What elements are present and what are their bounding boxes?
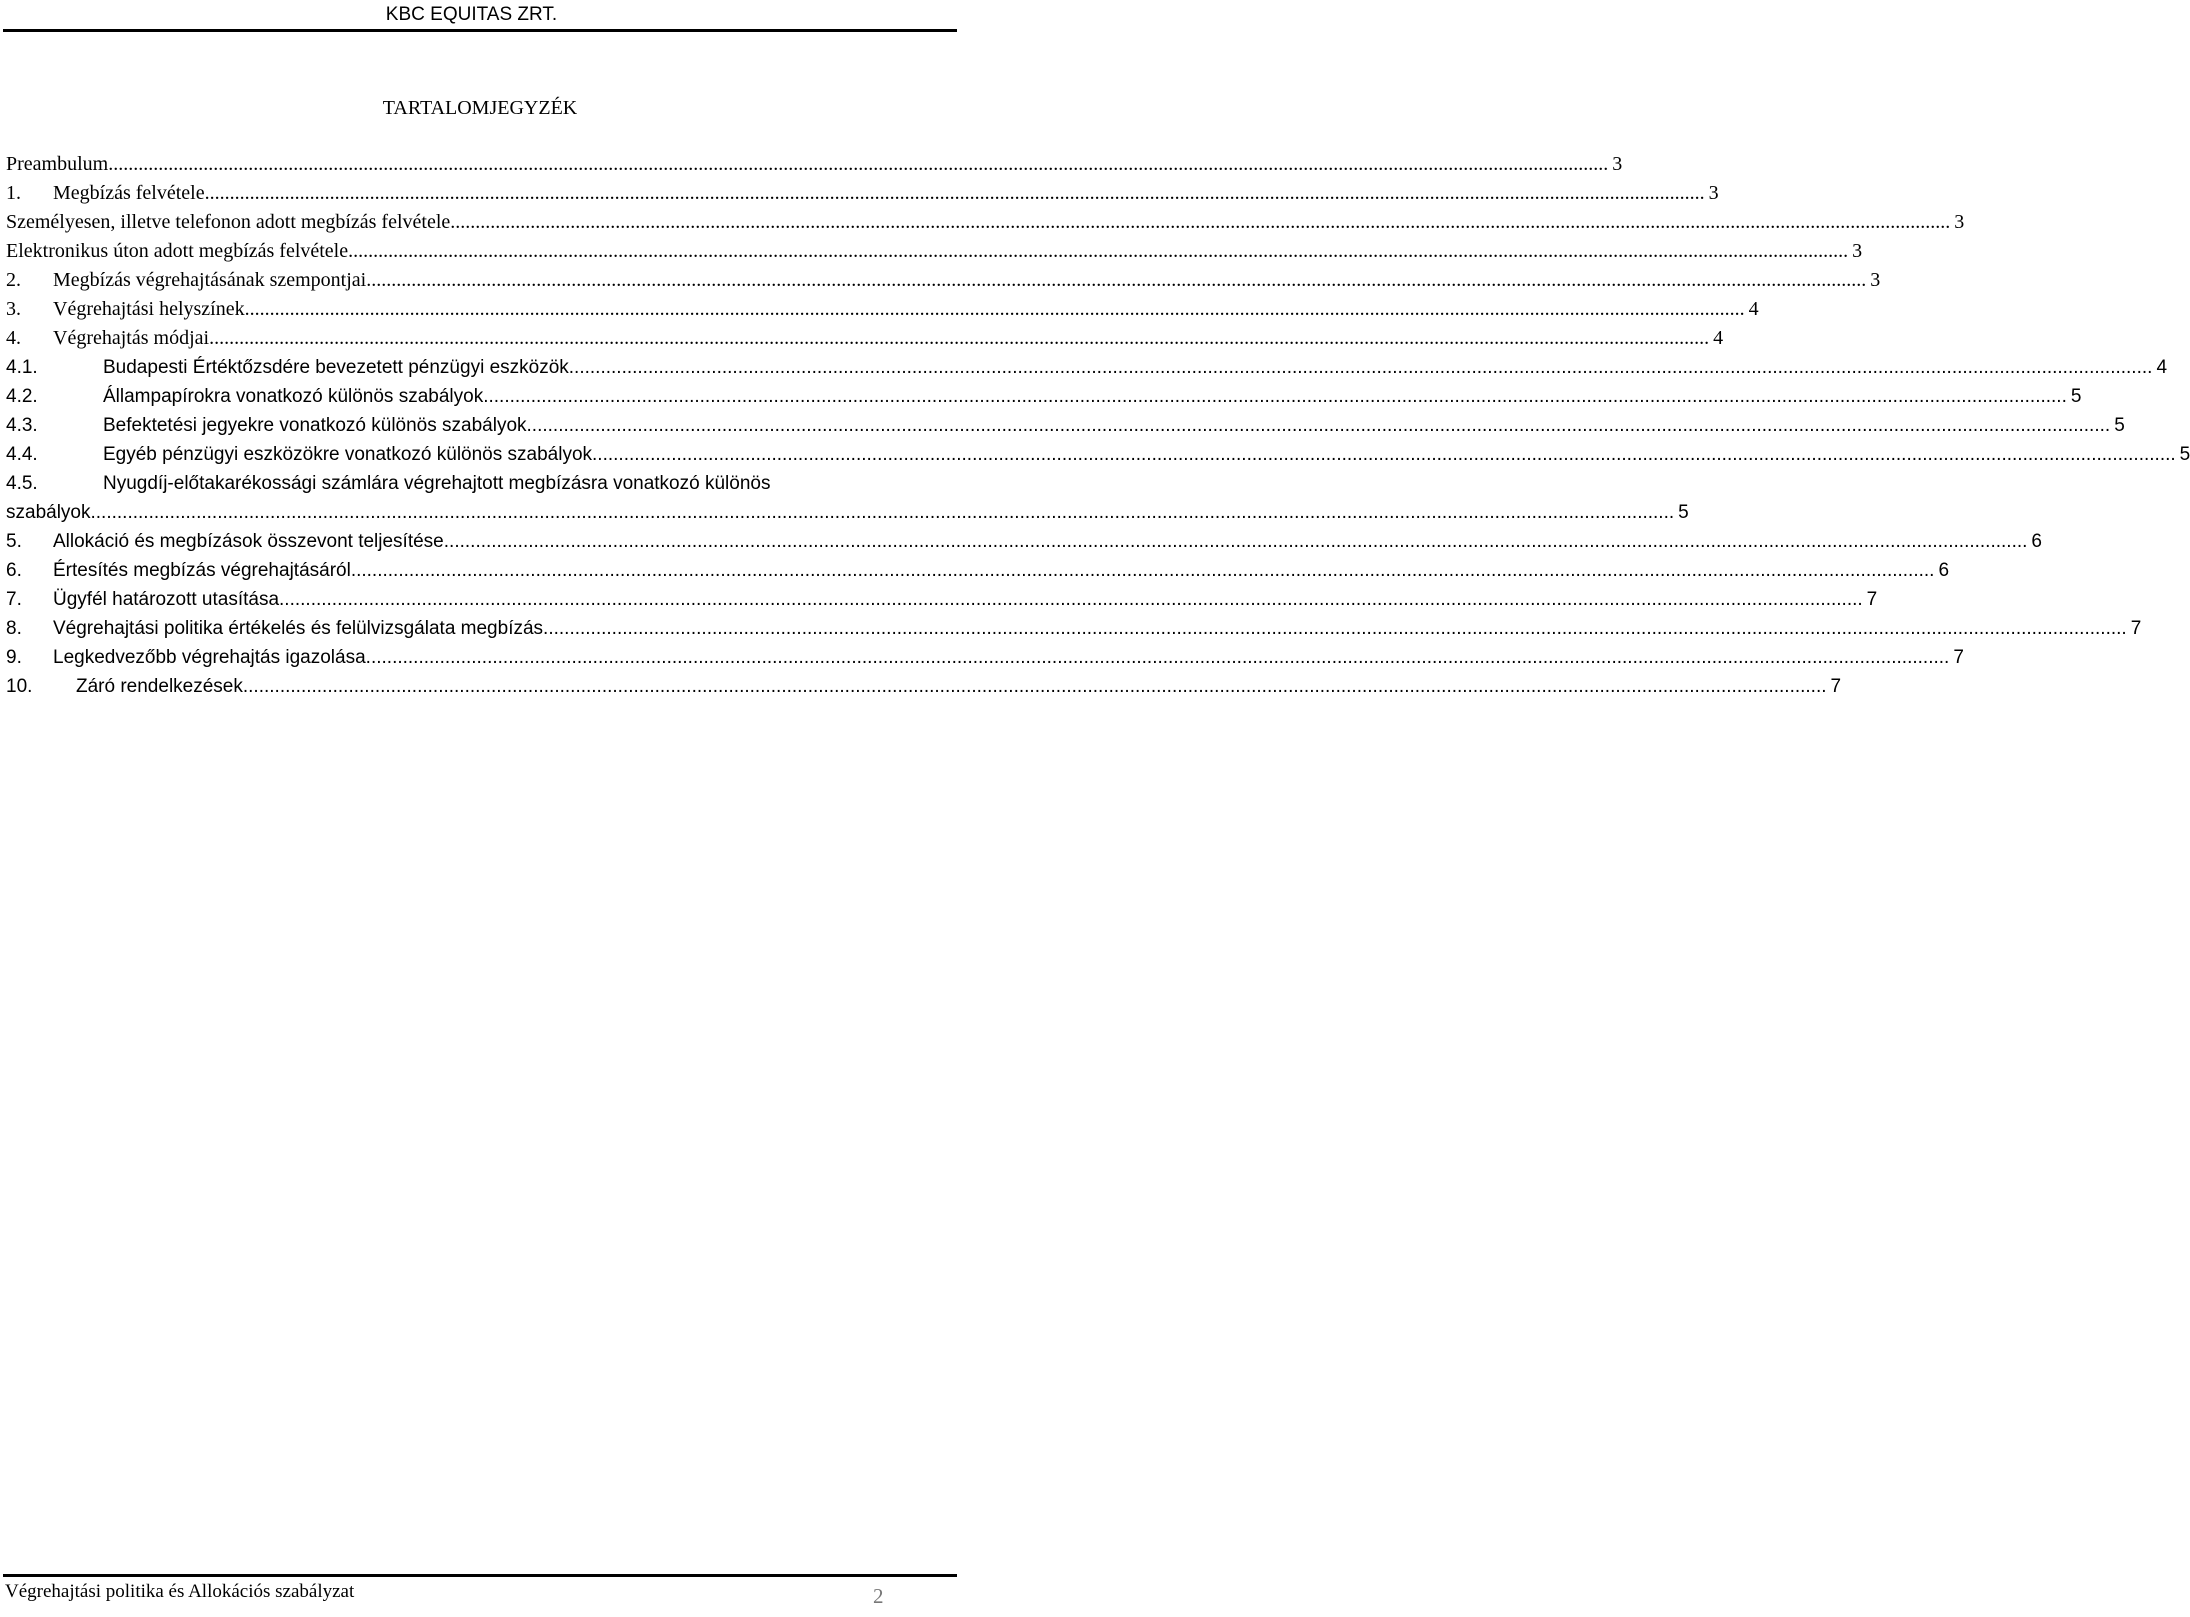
dot-leader: ............................................................................................................................................................................................................................................................................................................ — [443, 531, 2028, 552]
toc-entry-title-continued: szabályok — [6, 502, 91, 523]
toc-entry-page: 4 — [1748, 298, 1759, 320]
toc-entry-preambulum[interactable] — [6, 150, 1623, 179]
dot-leader: ............................................................................................................................................................................................................................................................................................................ — [108, 153, 1609, 175]
toc-entry-title: Állampapírokra vonatkozó különös szabályok — [103, 386, 484, 407]
toc-entry-number: 4.2. — [6, 386, 38, 407]
toc-title: TARTALOMJEGYZÉK — [382, 97, 578, 119]
footer-document-title: Végrehajtási politika és Allokációs szabályzat — [5, 1581, 355, 1602]
dot-leader: ............................................................................................................................................................................................................................................................................................................ — [209, 327, 1710, 349]
toc-entry-page: 3 — [1612, 153, 1623, 175]
toc-entry-1[interactable] — [6, 179, 1719, 208]
dot-leader: ............................................................................................................................................................................................................................................................................................................ — [350, 560, 1935, 581]
toc-entry-title: Budapesti Értéktőzsdére bevezetett pénzügyi eszközök — [103, 357, 569, 378]
toc-entry-title: Megbízás felvétele — [53, 182, 205, 204]
dot-leader: ............................................................................................................................................................................................................................................................................................................ — [483, 386, 2067, 407]
dot-leader: ............................................................................................................................................................................................................................................................................................................ — [244, 298, 1745, 320]
toc-entry-number: 4.3. — [6, 415, 38, 436]
toc-entry-number: 2. — [6, 269, 21, 291]
toc-entry-page: 7 — [1953, 647, 1964, 668]
toc-entry-number: 7. — [6, 589, 22, 610]
toc-entry-page: 6 — [2031, 531, 2042, 552]
toc-entry-number: 10. — [6, 676, 33, 697]
toc-entry-page: 3 — [1870, 269, 1881, 291]
toc-entry-title: Ügyfél határozott utasítása — [53, 589, 280, 610]
toc-entry-title: Preambulum — [6, 153, 109, 175]
toc-entry-page: 5 — [2070, 386, 2082, 407]
toc-entry-4-4[interactable] — [6, 440, 2190, 469]
dot-leader: ............................................................................................................................................................................................................................................................................................................ — [568, 357, 2153, 378]
toc-entry-number: 9. — [6, 647, 22, 668]
toc-entry-title: Elektronikus úton adott megbízás felvétele — [6, 240, 349, 262]
toc-entry-page: 3 — [1852, 240, 1863, 262]
dot-leader: ............................................................................................................................................................................................................................................................................................................ — [592, 444, 2176, 465]
dot-leader: ............................................................................................................................................................................................................................................................................................................ — [365, 647, 1950, 668]
toc-entry-title: Végrehajtási politika értékelés és felülvizsgálata megbízás — [53, 618, 544, 639]
toc-entry-number: 3. — [6, 298, 21, 320]
toc-entry-title: Befektetési jegyekre vonatkozó különös szabályok — [103, 415, 527, 436]
toc-entry-title: Legkedvezőbb végrehajtás igazolása — [53, 647, 366, 668]
footer-divider — [3, 1574, 957, 1577]
dot-leader: ............................................................................................................................................................................................................................................................................................................ — [366, 269, 1867, 291]
toc-entry-4[interactable] — [6, 324, 1724, 353]
footer-page-number: 2 — [873, 1584, 884, 1608]
toc-entry-page: 4 — [1713, 327, 1724, 349]
toc-entry-page: 6 — [1938, 560, 1950, 581]
toc-entry-10[interactable] — [6, 672, 1842, 701]
toc-entry-title: Értesítés megbízás végrehajtásáról — [53, 560, 351, 581]
toc-entry-page: 5 — [2114, 415, 2125, 436]
toc-entry-8[interactable] — [6, 614, 2142, 643]
toc-entry-number: 5. — [6, 531, 22, 552]
toc-entry-title: Allokáció és megbízások összevont teljesítése — [53, 531, 444, 552]
toc-entry-personal-order[interactable] — [6, 208, 1965, 237]
dot-leader: ............................................................................................................................................................................................................................................................................................................ — [279, 589, 1863, 610]
page-header: KBC EQUITAS ZRT. — [385, 4, 558, 25]
toc-entry-page: 7 — [1830, 676, 1842, 697]
toc-entry-page: 3 — [1708, 182, 1719, 204]
table-of-contents — [6, 150, 2190, 701]
toc-entry-page: 4 — [2156, 357, 2168, 378]
toc-entry-number: 8. — [6, 618, 22, 639]
dot-leader: ............................................................................................................................................................................................................................................................................................................ — [450, 211, 1951, 233]
toc-entry-number: 4.5. — [6, 473, 38, 494]
toc-entry-title: Végrehajtás módjai — [53, 327, 210, 349]
toc-entry-2[interactable] — [6, 266, 1881, 295]
toc-entry-3[interactable] — [6, 295, 1759, 324]
toc-entry-page: 3 — [1954, 211, 1965, 233]
toc-entry-6[interactable] — [6, 556, 1950, 585]
toc-entry-4-3[interactable] — [6, 411, 2125, 440]
dot-leader: ............................................................................................................................................................................................................................................................................................................ — [348, 240, 1849, 262]
toc-entry-9[interactable] — [6, 643, 1964, 672]
toc-entry-page: 5 — [2179, 444, 2190, 465]
toc-entry-page: 7 — [1866, 589, 1878, 610]
toc-entry-4-1[interactable] — [6, 353, 2168, 382]
toc-entry-5[interactable] — [6, 527, 2042, 556]
toc-entry-number: 4.1. — [6, 357, 38, 378]
toc-entry-title: Egyéb pénzügyi eszközökre vonatkozó különös szabályok — [103, 444, 593, 465]
dot-leader: ............................................................................................................................................................................................................................................................................................................ — [90, 502, 1675, 523]
toc-entry-title: Nyugdíj-előtakarékossági számlára végrehajtott megbízásra vonatkozó különös — [103, 473, 771, 494]
toc-entry-number: 4. — [6, 327, 21, 349]
toc-entry-number: 1. — [6, 182, 21, 204]
dot-leader: ............................................................................................................................................................................................................................................................................................................ — [204, 182, 1705, 204]
dot-leader: ............................................................................................................................................................................................................................................................................................................ — [526, 415, 2111, 436]
toc-entry-4-5[interactable] — [6, 469, 1689, 527]
toc-entry-4-2[interactable] — [6, 382, 2082, 411]
toc-entry-title: Záró rendelkezések — [76, 676, 243, 697]
toc-entry-7[interactable] — [6, 585, 1878, 614]
header-divider — [3, 29, 957, 32]
toc-entry-title: Végrehajtási helyszínek — [53, 298, 245, 320]
toc-entry-number: 4.4. — [6, 444, 38, 465]
toc-entry-title: Személyesen, illetve telefonon adott megbízás felvétele — [6, 211, 451, 233]
toc-entry-number: 6. — [6, 560, 22, 581]
toc-entry-title: Megbízás végrehajtásának szempontjai — [53, 269, 367, 291]
toc-entry-electronic-order[interactable] — [6, 237, 1863, 266]
toc-entry-page: 5 — [1678, 502, 1689, 523]
dot-leader: ............................................................................................................................................................................................................................................................................................................ — [543, 618, 2127, 639]
dot-leader: ............................................................................................................................................................................................................................................................................................................ — [242, 676, 1827, 697]
toc-entry-page: 7 — [2130, 618, 2142, 639]
